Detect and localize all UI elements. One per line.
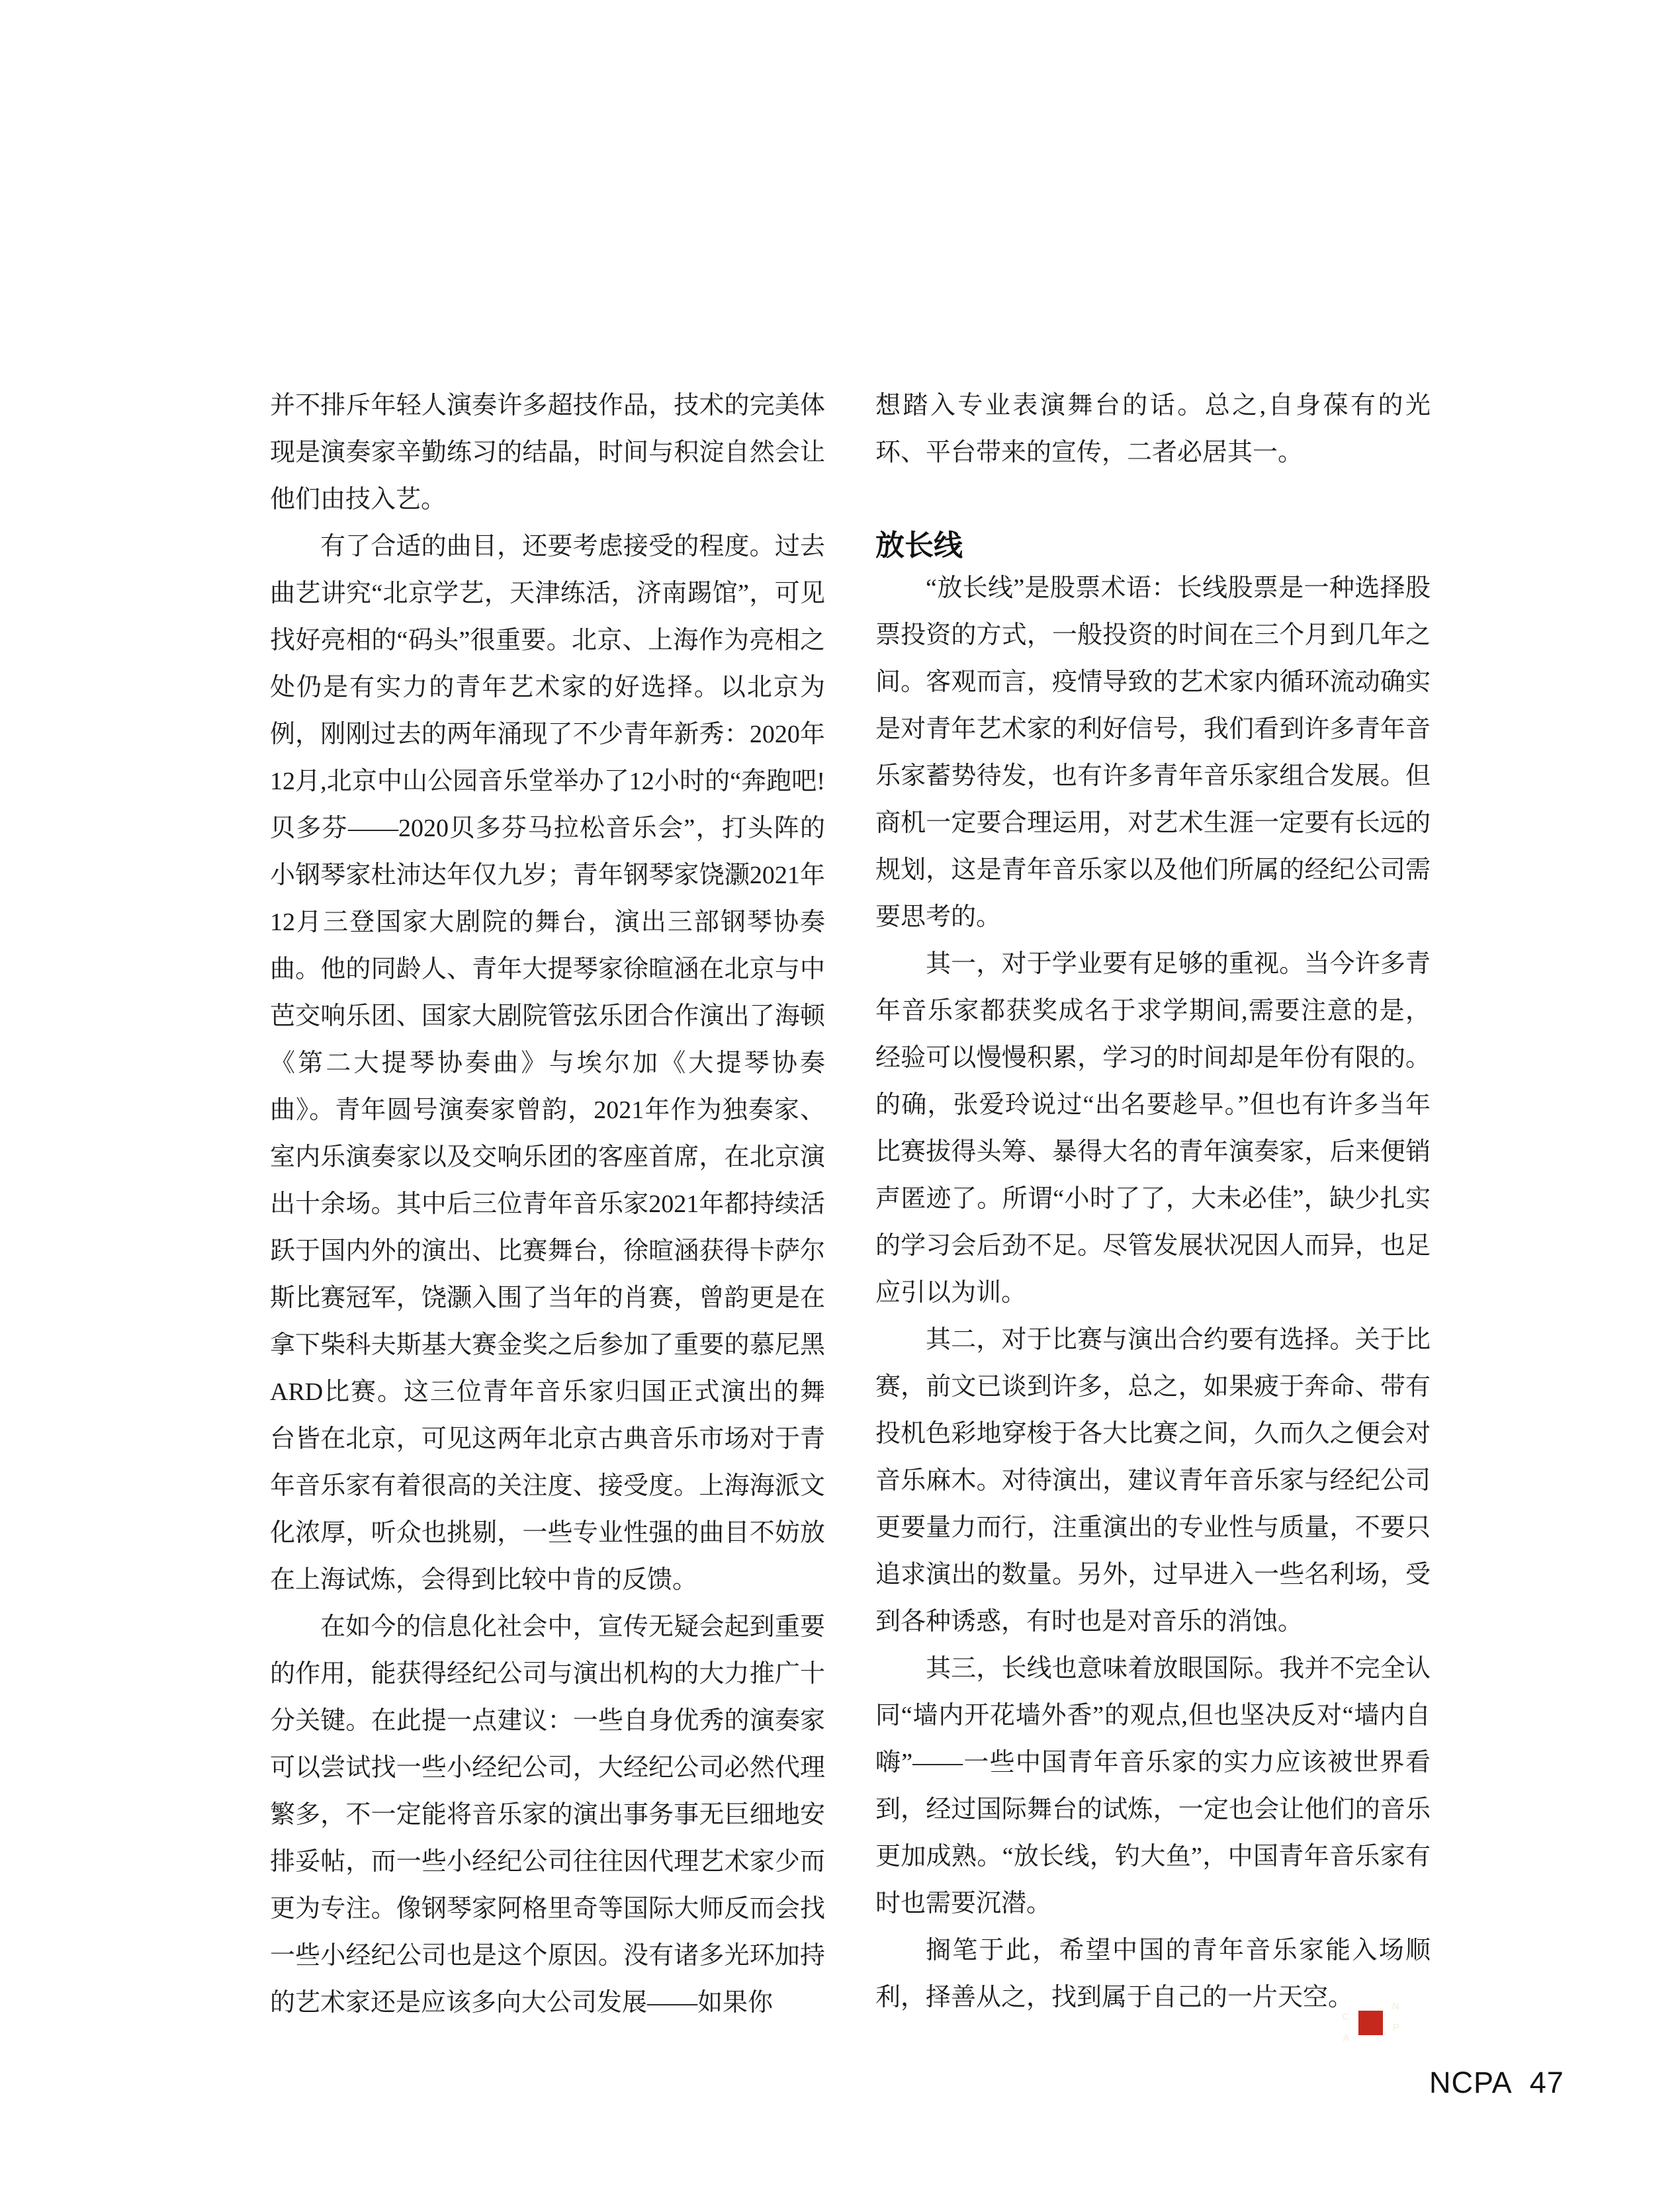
ncpa-seal-icon [1341, 2001, 1400, 2044]
paragraph: 在如今的信息化社会中，宣传无疑会起到重要的作用，能获得经纪公司与演出机构的大力推广十分关键。在此提一点建议：一些自身优秀的演奏家可以尝试找一些小经纪公司，大经纪公司必然代理繁多，不一定能将音乐家的演出事务事无巨细地安排妥帖，而一些小经纪公司往往因代理艺术家少而更为专注。像钢琴家阿格里奇等国际大师反而会找一些小经纪公司也是这个原因。没有诸多光环加持的艺术家还是应该多向大公司发展——如果你 [270, 1613, 825, 2017]
page-footer [1429, 2066, 1564, 2100]
paragraph: 并不排斥年轻人演奏许多超技作品，技术的完美体现是演奏家辛勤练习的结晶，时间与积淀自然会让他们由技入艺。 [270, 392, 825, 513]
paragraph: 其二，对于比赛与演出合约要有选择。关于比赛，前文已谈到许多，总之，如果疲于奔命、带有投机色彩地穿梭于各大比赛之间，久而久之便会对音乐麻木。对待演出，建议青年音乐家与经纪公司更要量力而行，注重演出的专业性与质量，不要只追求演出的数量。另外，过早进入一些名利场，受到各种诱惑，有时也是对音乐的消蚀。 [875, 1326, 1431, 1636]
footer-brand: NCPA [1429, 2066, 1513, 2099]
left-column [270, 382, 825, 2027]
seal-text-bottom: PA [1342, 2022, 1400, 2044]
right-column [875, 382, 1431, 2044]
seal-text-top: NC [1341, 2001, 1400, 2023]
footer-page-number: 47 [1529, 2066, 1564, 2099]
paragraph: 有了合适的曲目，还要考虑接受的程度。过去曲艺讲究“北京学艺，天津练活，济南踢馆”，可见找好亮相的“码头”很重要。北京、上海作为亮相之处仍是有实力的青年艺术家的好选择。以北京为例，刚刚过去的两年涌现了不少青年新秀：2020年12月,北京中山公园音乐堂举办了12小时的“奔跑吧! 贝多芬——2020贝多芬马拉松音乐会”，打头阵的小钢琴家杜沛达年仅九岁；青年钢琴家饶灏2021年12月三登国家大剧院的舞台，演出三部钢琴协奏曲。他的同龄人、青年大提琴家徐暄涵在北京与中芭交响乐团、国家大剧院管弦乐团合作演出了海顿《第二大提琴协奏曲》与埃尔加《大提琴协奏曲》。青年圆号演奏家曾韵，2021年作为独奏家、室内乐演奏家以及交响乐团的客座首席，在北京演出十余场。其中后三位青年音乐家2021年都持续活跃于国内外的演出、比赛舞台，徐暄涵获得卡萨尔斯比赛冠军，饶灏入围了当年的肖赛，曾韵更是在拿下柴科夫斯基大赛金奖之后参加了重要的慕尼黑ARD比赛。这三位青年音乐家归国正式演出的舞台皆在北京，可见这两年北京古典音乐市场对于青年音乐家有着很高的关注度、接受度。上海海派文化浓厚，听众也挑剔，一些专业性强的曲目不妨放在上海试炼，会得到比较中肯的反馈。 [270, 533, 825, 1594]
paragraph [875, 1927, 1431, 2044]
paragraph: 想踏入专业表演舞台的话。总之,自身葆有的光环、平台带来的宣传，二者必居其一。 [875, 392, 1431, 466]
paragraph: 其三，长线也意味着放眼国际。我并不完全认同“墙内开花墙外香”的观点,但也坚决反对“墙内自嗨”——一些中国青年音乐家的实力应该被世界看到，经过国际舞台的试炼，一定也会让他们的音乐更加成熟。“放长线，钓大鱼”，中国青年音乐家有时也需要沉潜。 [875, 1655, 1431, 1917]
paragraph: 其一，对于学业要有足够的重视。当今许多青年音乐家都获奖成名于求学期间,需要注意的是，经验可以慢慢积累，学习的时间却是年份有限的。的确，张爱玲说过“出名要趁早。”但也有许多当年比赛拔得头筹、暴得大名的青年演奏家，后来便销声匿迹了。所谓“小时了了，大未必佳”，缺少扎实的学习会后劲不足。尽管发展状况因人而异，也足应引以为训。 [875, 950, 1431, 1307]
section-heading: 放长线 [875, 529, 963, 562]
paragraph: “放长线”是股票术语：长线股票是一种选择股票投资的方式，一般投资的时间在三个月到几年之间。客观而言，疫情导致的艺术家内循环流动确实是对青年艺术家的利好信号，我们看到许多青年音乐家蓄势待发，也有许多青年音乐家组合发展。但商机一定要合理运用，对艺术生涯一定要有长远的规划，这是青年音乐家以及他们所属的经纪公司需要思考的。 [875, 574, 1431, 931]
body-text: 搁笔于此，希望中国的青年音乐家能入场顺利，择善从之，找到属于自己的一片天空。 [875, 1937, 1431, 2011]
